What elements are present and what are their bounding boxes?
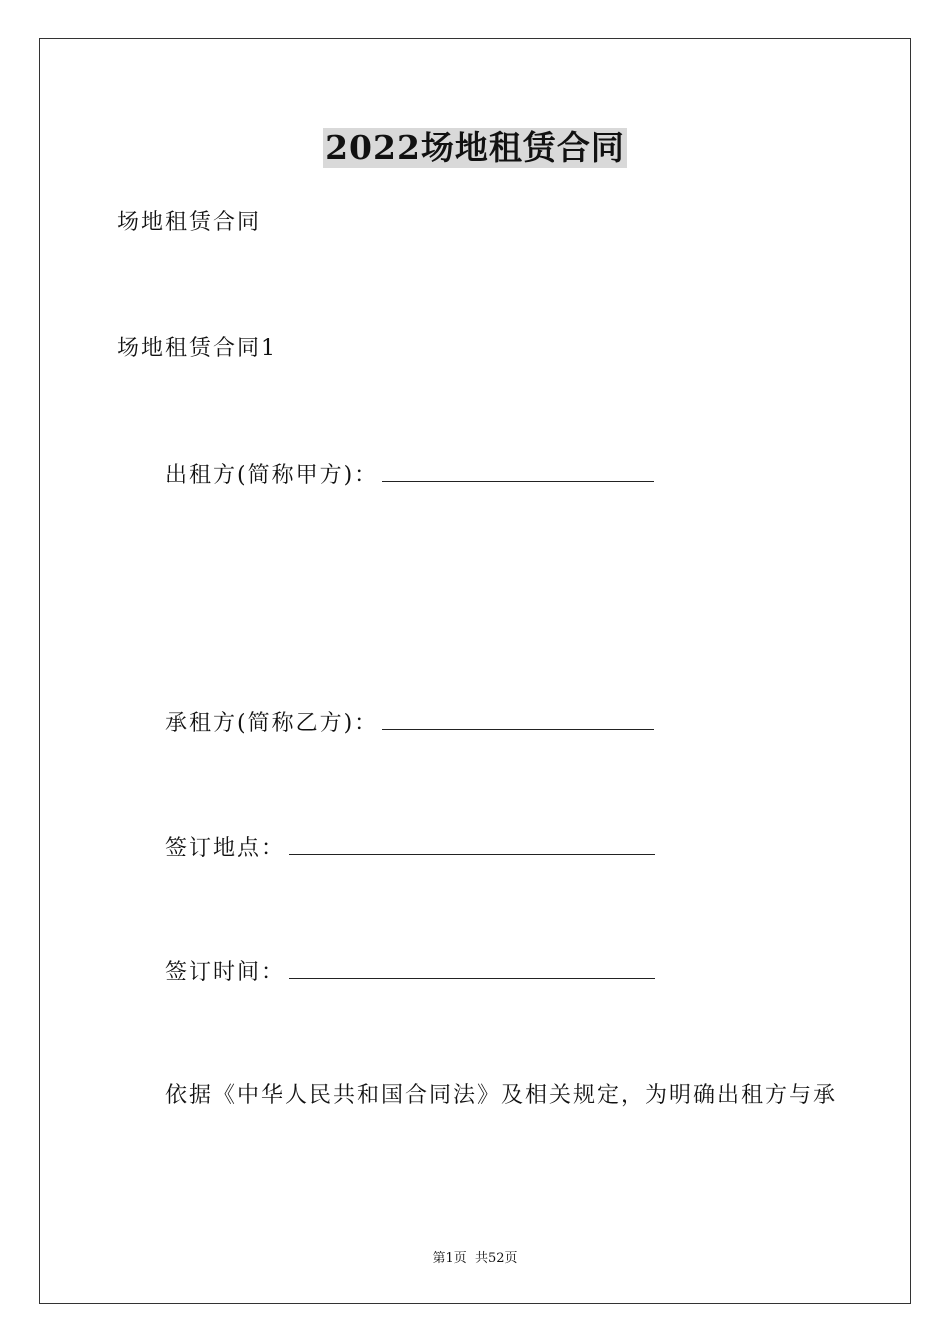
page-total: 共52页 bbox=[474, 1251, 518, 1266]
page-number: 第1页 bbox=[432, 1251, 467, 1266]
place-field bbox=[165, 832, 655, 864]
time-blank bbox=[289, 956, 655, 979]
lessee-label: 承租方(简称乙方)： bbox=[165, 711, 379, 736]
time-label: 签订时间： bbox=[165, 960, 286, 985]
section-heading: 场地租赁合同1 bbox=[117, 336, 277, 361]
document-heading: 场地租赁合同 bbox=[117, 210, 262, 235]
place-label: 签订地点： bbox=[165, 836, 286, 861]
title-container bbox=[0, 128, 950, 168]
page-footer bbox=[0, 1247, 950, 1266]
document-title: 2022场地租赁合同 bbox=[325, 128, 625, 167]
body-paragraph: 依据《中华人民共和国合同法》及相关规定，为明确出租方与承 bbox=[165, 1083, 838, 1108]
lessor-field bbox=[165, 459, 654, 491]
lessee-blank bbox=[382, 707, 654, 730]
time-field bbox=[165, 956, 655, 988]
lessor-blank bbox=[382, 459, 654, 482]
place-blank bbox=[289, 832, 655, 855]
lessee-field bbox=[165, 707, 654, 739]
lessor-label: 出租方(简称甲方)： bbox=[165, 463, 379, 488]
